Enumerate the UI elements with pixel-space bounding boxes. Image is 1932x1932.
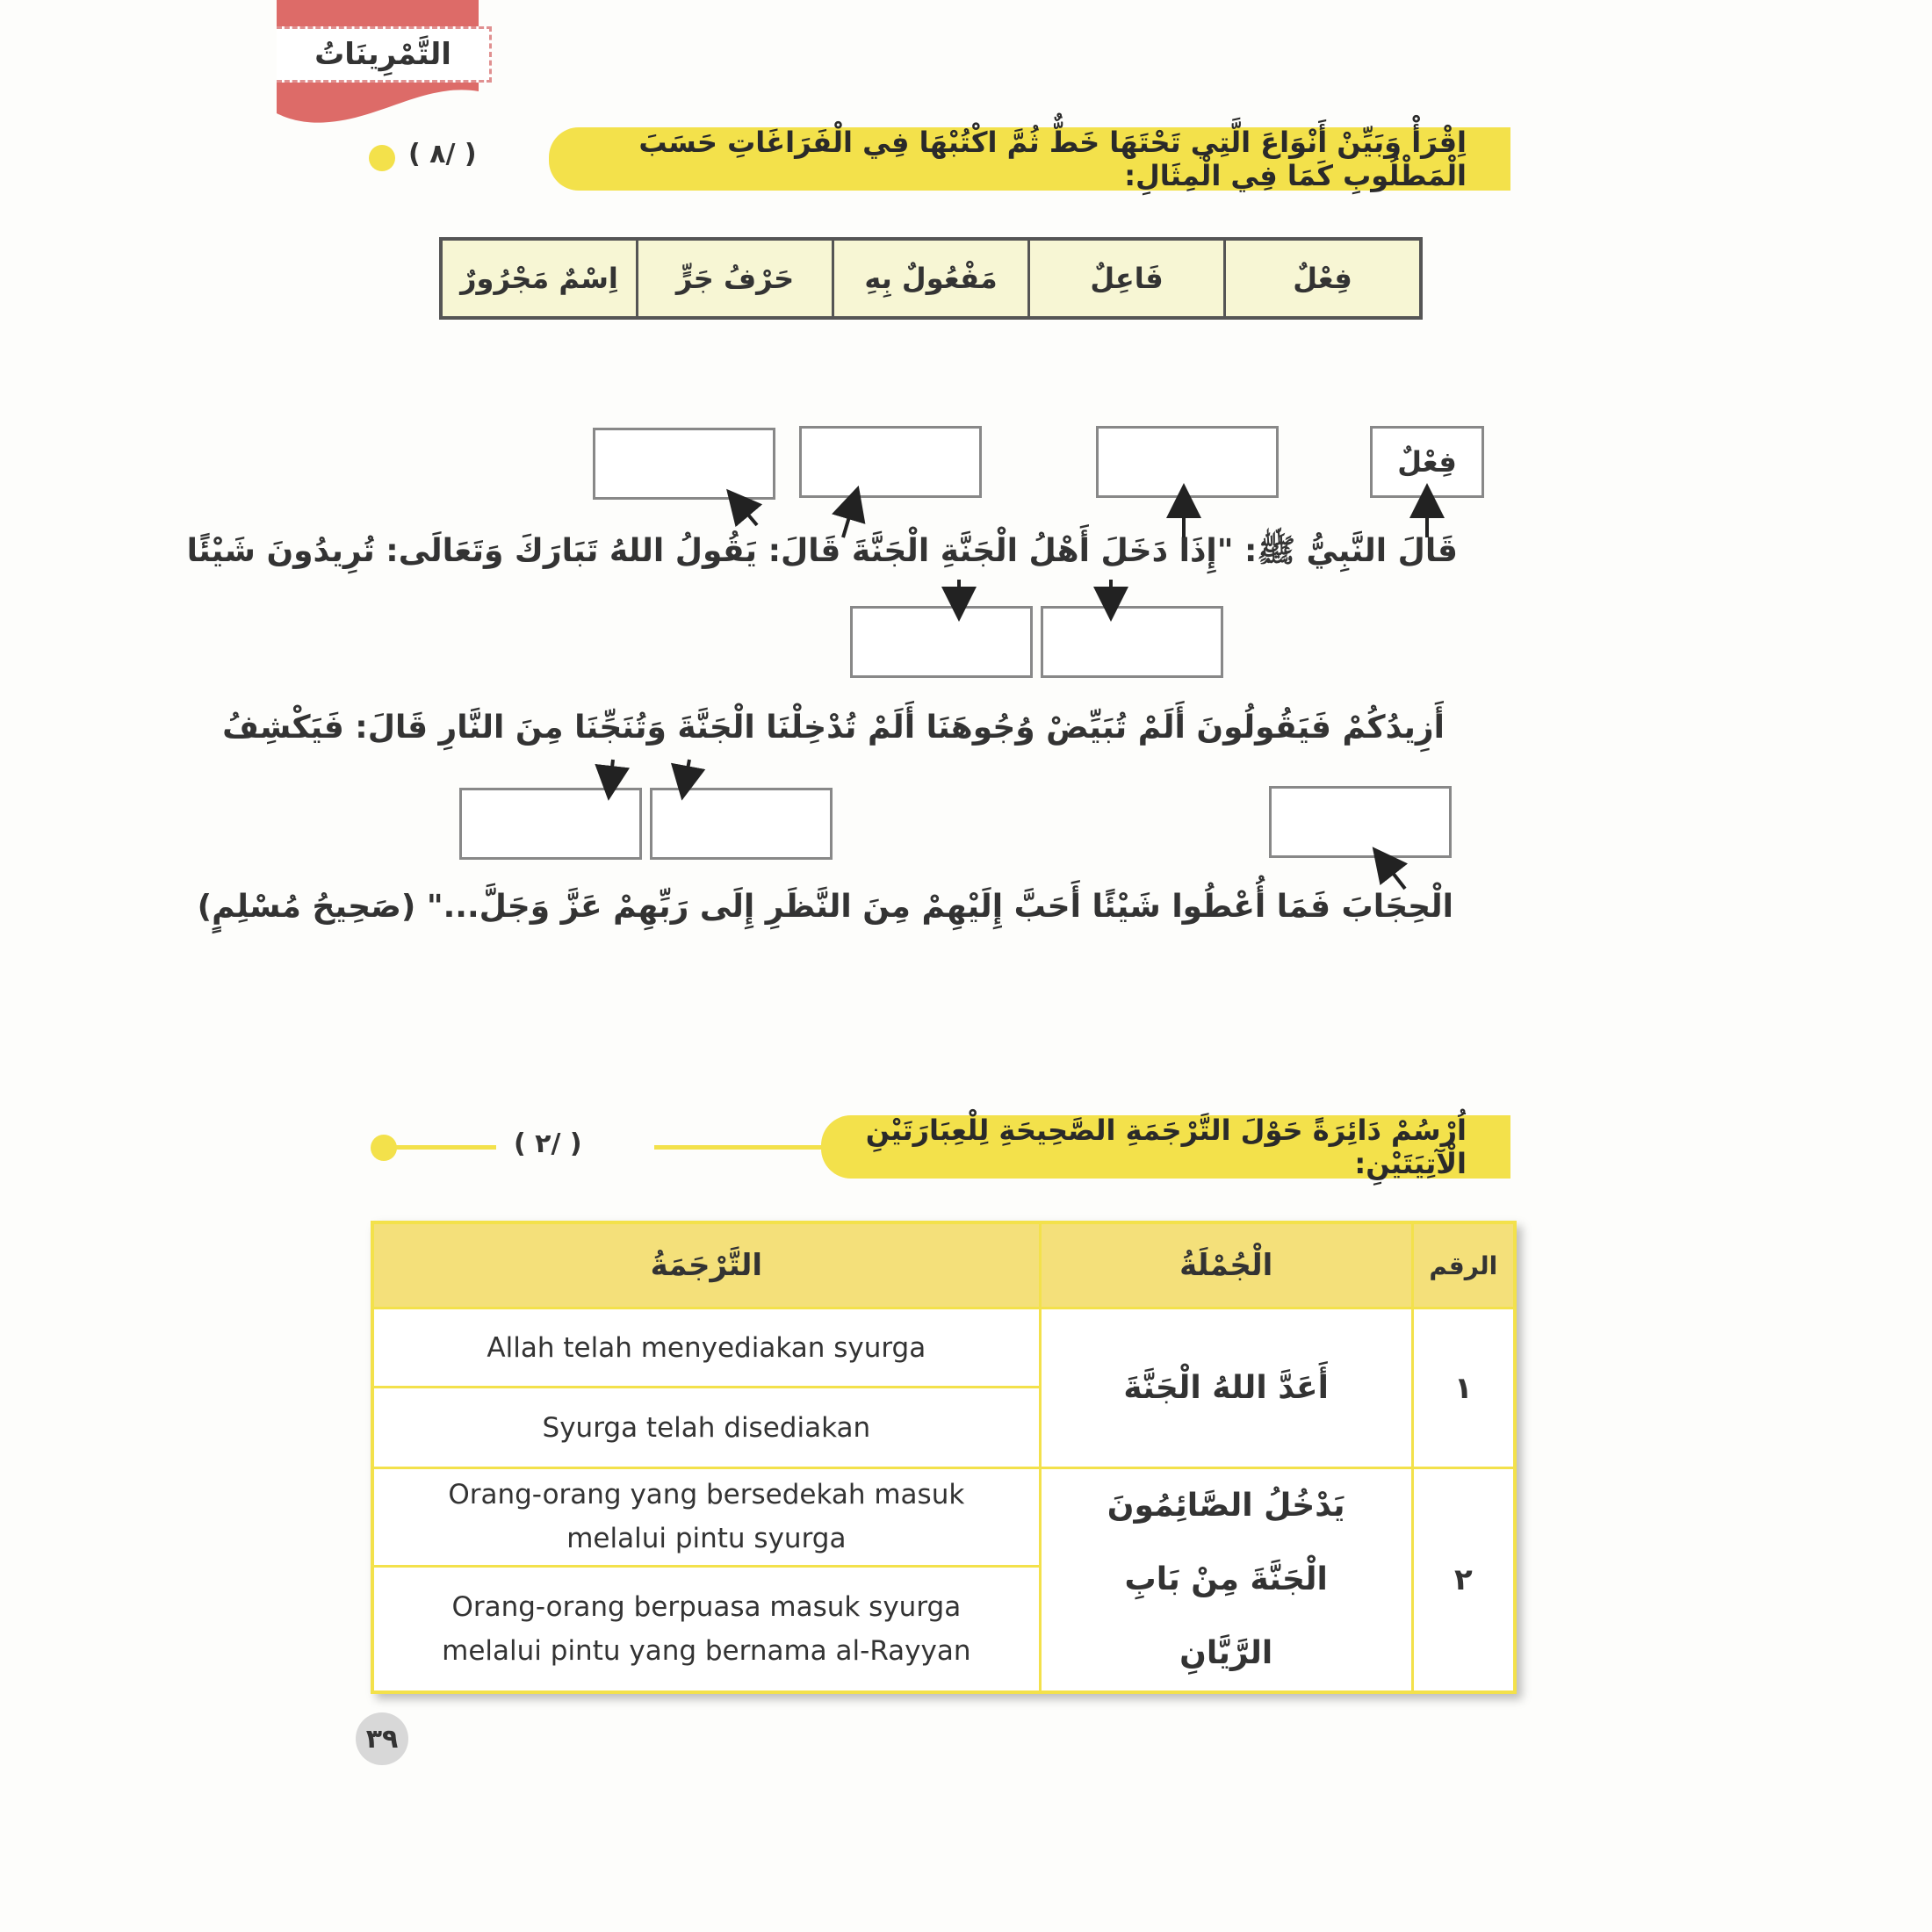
table-header-row	[372, 1222, 1515, 1308]
translation-option[interactable]: Orang-orang berpuasa masuk syurga melalui pintu yang bernama al-Rayyan	[372, 1566, 1040, 1692]
example-answer: فِعْلٌ	[1397, 445, 1457, 479]
translation-option[interactable]: Allah telah menyediakan syurga	[372, 1308, 1040, 1388]
exercise1-instruction: اِقْرَأْ وَبَيِّنْ أَنْوَاعَ الَّتِي تَحْتَهَا خَطٌّ ثُمَّ اكْتُبْهَا فِي الْفَرَاغَاتِ حَسَبَ الْمَطْلُوبِ كَمَا فِي الْمِثَالِ:	[638, 126, 1467, 192]
word-class-cell: اِسْمٌ مَجْرُورٌ	[460, 262, 618, 295]
word-class-cell: فَاعِلٌ	[1027, 241, 1223, 316]
word-class-cell: فِعْلٌ	[1223, 241, 1419, 316]
arabic-sentence: يَدْخُلُ الصَّائِمُونَ الْجَنَّةَ مِنْ بَابِ الرَّيَّانِ	[1040, 1468, 1412, 1693]
page-number	[356, 1712, 408, 1765]
exercise1-score: ( ٨/ )	[408, 139, 477, 169]
exercise2-instruction-bar	[821, 1115, 1510, 1179]
word-class-cell: حَرْفُ جَرٍّ	[636, 241, 832, 316]
arabic-sentence: أَعَدَّ اللهُ الْجَنَّةَ	[1040, 1308, 1412, 1468]
exercise2-left-line	[391, 1145, 496, 1150]
exercise2-instruction: اُرْسُمْ دَائِرَةً حَوْلَ التَّرْجَمَةِ الصَّحِيحَةِ لِلْعِبَارَتَيْنِ الْآتِيَتَيْنِ:	[865, 1114, 1467, 1180]
exercise2-mid-line	[654, 1145, 830, 1150]
table-row	[372, 1308, 1515, 1388]
row-number: ٢	[1412, 1468, 1515, 1693]
word-class-cell: مَفْعُولٌ بِهِ	[832, 241, 1027, 316]
header-tab-label: التَّمْرِينَاتُ	[314, 37, 451, 72]
translation-option[interactable]: Syurga telah disediakan	[372, 1388, 1040, 1468]
sentence-line-2: أَزِيدُكُمْ فَيَقُولُونَ أَلَمْ تُبَيِّضْ وُجُوهَنَا أَلَمْ تُدْخِلْنَا الْجَنَّةَ وَتُنَجِّنَا مِنَ النَّارِ قَالَ: فَيَكْشِفُ	[222, 710, 1445, 746]
translation-table	[371, 1221, 1517, 1694]
header-translation: التَّرْجَمَةُ	[372, 1222, 1040, 1308]
page-number-text: ٣٩	[365, 1723, 399, 1755]
translation-option[interactable]: Orang-orang yang bersedekah masuk melalui pintu syurga	[372, 1468, 1040, 1567]
header-sentence: الْجُمْلَةُ	[1040, 1222, 1412, 1308]
sentence-line-3: الْحِجَابَ فَمَا أُعْطُوا شَيْئًا أَحَبَّ إِلَيْهِمْ مِنَ النَّظَرِ إِلَى رَبِّهِمْ عَزَّ وَجَلَّ..." (صَحِيحُ مُسْلِمٍ)	[197, 889, 1453, 925]
table-row	[372, 1468, 1515, 1567]
header-number: الرقم	[1412, 1222, 1515, 1308]
sentence-line-1: قَالَ النَّبِيُّ ﷺ: "إِذَا دَخَلَ أَهْلُ الْجَنَّةِ الْجَنَّةَ قَالَ: يَقُولُ اللهُ تَبَارَكَ وَتَعَالَى: تُرِيدُونَ شَيْئًا	[186, 533, 1458, 569]
row-number: ١	[1412, 1308, 1515, 1468]
exercise2-score: ( ٢/ )	[514, 1128, 582, 1159]
